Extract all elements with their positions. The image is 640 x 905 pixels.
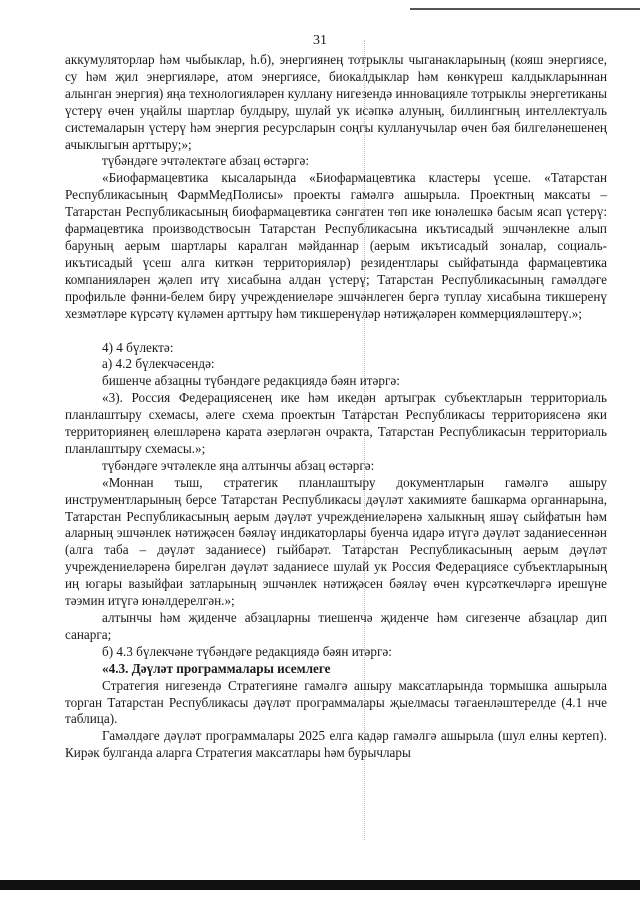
- paragraph: аккумуляторлар һәм чыбыклар, һ.б), энергиянең тотрыклы чыганакларының (кояш энергиясе, су һәм җил энергияләре, атом энергиясе, биокалдыклар һәм көнкүреш калдыкларыннан алынган энергия) яңа технологияләрен куллану нигезендә инновацияле тотрыклы энергетиканы үстерү өчен уңайлы шартлар булдыру, шулай ук исәпкә алуның, биллингның интеллектуаль системаларын үстерү һәм энергия ресурсларын соңгы кулланучылар өчен бәя билгеләнешенең ачыклыгын арттыру;»;: [65, 52, 607, 152]
- paragraph: бишенче абзацны түбәндәге редакциядә бәян итәргә:: [102, 373, 400, 389]
- paragraph: Стратегия нигезендә Стратегияне гамәлгә ашыру максатларында тормышка ашырыла торган Татарстан Республикасы дәүләт программалары җыелмасы тәгаенләштерелде (4.1 нче таблица).: [65, 677, 607, 727]
- section-heading: «4.3. Дәүләт программалары исемлеге: [102, 660, 331, 676]
- paragraph: түбәндәге эчтәлекле яңа алтынчы абзац өстәргә:: [102, 457, 375, 473]
- paragraph: а) 4.2 бүлекчәсендә:: [102, 356, 215, 372]
- paragraph: «Моннан тыш, стратегик планлаштыру документларын гамәлгә ашыру инструментларының берсе Татарстан Республикасы дәүләт хакимияте башкарма органнарына, Татарстан Республикасының аерым дәүләт учреждениеләренә халыкның яшәү сыйфатын һәм аларның эшчәнлек нәтиҗәсен бәяләү индикаторлары буенча идарә итүгә дәүләт заданиесеннән (алга таба – дәүләт заданиесе) гыйбарәт. Татарстан Республикасының аерым дәүләт учреждениеләренә бирелгән дәүләт заданиесе шулай ук Россия Федерациясе субъектларының иң югары вазыйфаи затларының эшчәнлек нәтиҗәсен бәяләү өчен күрсәткечләргә ирешүне тәэмин итүгә юнәлдерелгән.»;: [65, 474, 607, 609]
- paragraph: «3). Россия Федерациясенең ике һәм икедән артыграк субъектларын территориаль планлаштыру схемасы, әлеге схема проектын Татарстан Республикасы территориясенә яки территориянең өлешләренә карата әзерләгән очракта, Татарстан Республикасын территориаль планлаштыру схемасы.»;: [65, 390, 607, 456]
- paragraph: Гамәлдәге дәүләт программалары 2025 елга кадәр гамәлгә ашырыла (шул елны кертеп). Кирәк булганда аларга Стратегия максатлары һәм бурычлары: [65, 728, 607, 761]
- scan-edge-bar-bottom: [0, 880, 640, 890]
- scan-edge-line-top: [410, 8, 640, 10]
- paragraph: «Биофармацевтика кысаларында «Биофармацевтика кластеры үсеше. «Татарстан Республикасының ФармМедПолисы» проекты гамәлгә ашырыла. Проектның максаты – Татарстан Республикасының биофармацевтика сәнгатен төп ике юнәлешкә басым ясап үстерү: фармацевтика производствосын Татарстан Республикасына икътисадый эшчәнлекне алып баруның аерым шартлары каралган мәйданнар (аерым икътисадый зоналар, социаль-икътисадый үсеш алга киткән территорияләр) резидентлары сыйфатында фармацевтика компанияләрен җәлеп итү хисабына алдан үстерү; Татарстан Республикасының гамәлдәге профильле фәнни-белем бирү учреждениеләре эшчәнлеген бергә туплау хисабына тикшеренү хезмәтләре күрсәтү күләмен арттыру һәм тикшеренүләр нәтиҗәләрен коммерцияләштерү.»;: [65, 170, 607, 321]
- paragraph: б) 4.3 бүлекчәне түбәндәге редакциядә бәян итәргә:: [102, 643, 392, 659]
- paragraph: түбәндәге эчтәлектәге абзац өстәргә:: [102, 153, 310, 169]
- paragraph-gap: [65, 323, 607, 340]
- page-number: 31: [313, 33, 327, 48]
- document-body: [65, 52, 607, 762]
- paragraph: 4) 4 бүлектә:: [102, 339, 174, 355]
- paragraph: алтынчы һәм җиденче абзацларны тиешенчә җиденче һәм сигезенче абзацлар дип санарга;: [65, 610, 607, 642]
